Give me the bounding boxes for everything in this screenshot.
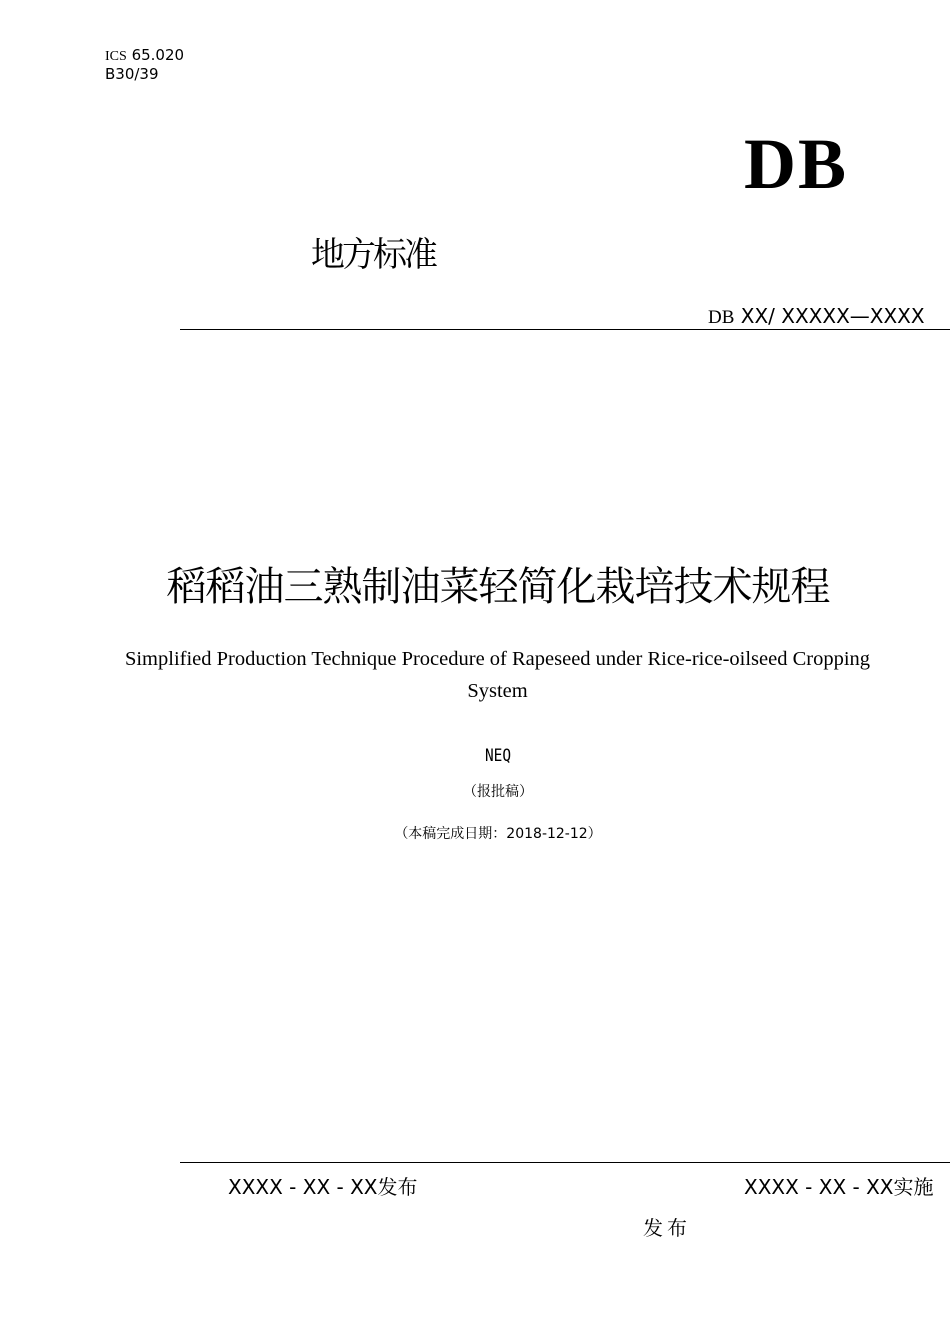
ics-classification (105, 46, 184, 66)
standard-type-heading: 地方标准 (311, 235, 435, 275)
standard-number-prefix: DB (708, 307, 735, 328)
header-divider (180, 329, 950, 330)
title-chinese: 稻稻油三熟制油菜轻简化栽培技术规程 (166, 564, 830, 610)
consistency-level: NEQ (484, 746, 512, 766)
issue-date: XXXX - XX - XX发布 (228, 1175, 418, 1199)
ccs-code: B30/39 (105, 65, 159, 83)
footer-divider (180, 1162, 950, 1163)
db-logo-mark: DB (743, 124, 848, 204)
issuer-label: 发布 (643, 1216, 691, 1240)
draft-completion-date: （本稿完成日期：2018-12-12） (394, 826, 602, 842)
ics-code: 65.020 (131, 46, 185, 64)
title-english: Simplified Production Technique Procedure of Rapeseed under Rice-rice-oilseed Cropping System (124, 648, 871, 702)
draft-stage: （报批稿） (463, 784, 533, 800)
implementation-date: XXXX - XX - XX实施 (744, 1175, 934, 1199)
standard-number-code: XX/ XXXXX—XXXX (740, 304, 925, 328)
standard-number (708, 303, 925, 331)
ics-label: ICS (105, 49, 127, 64)
